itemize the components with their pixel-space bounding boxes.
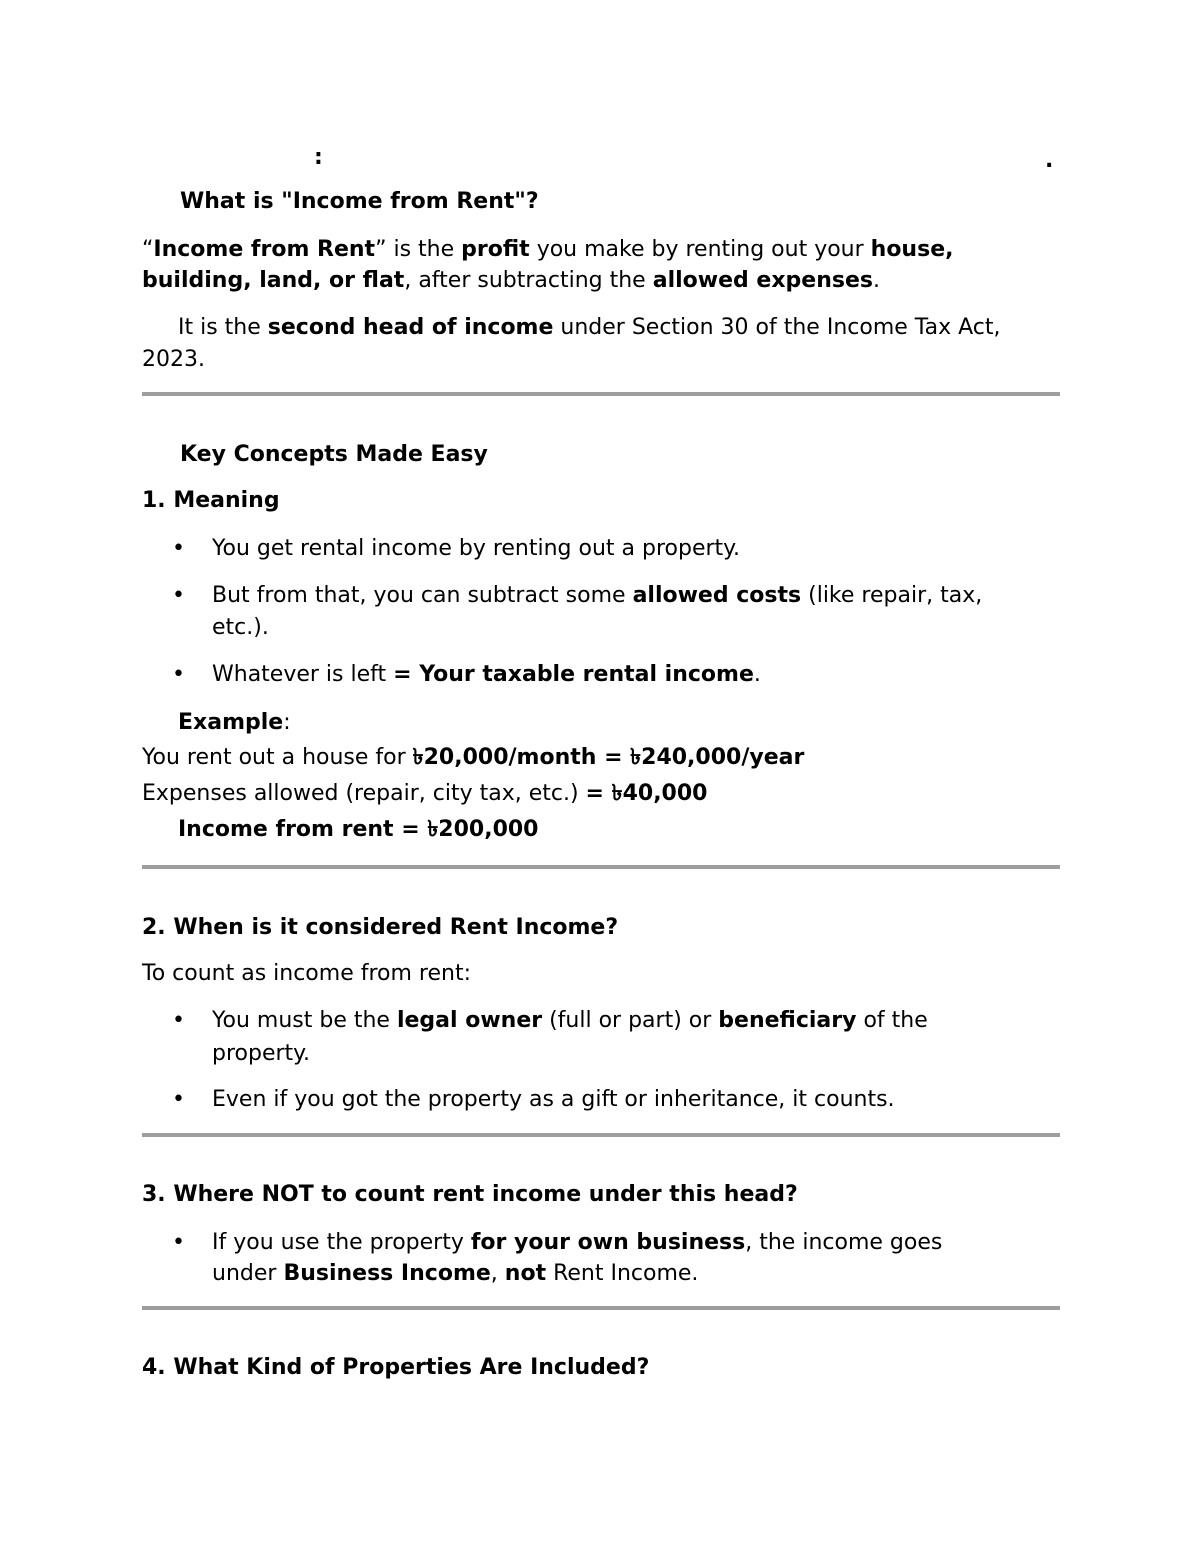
- list-item-continuation: [212, 1258, 1060, 1290]
- term-property-types: building, land, or flat: [142, 268, 405, 293]
- text-segment: It is the: [178, 315, 268, 340]
- bullet-icon: •: [172, 583, 185, 608]
- term-income-from-rent: Income from Rent: [153, 237, 376, 262]
- text-segment: Whatever is left: [212, 662, 394, 687]
- header-colon: :: [314, 145, 323, 170]
- text-segment: (full or part) or: [542, 1008, 719, 1033]
- term-profit: profit: [461, 237, 530, 262]
- list-item: [212, 1227, 1060, 1259]
- example-label-text: Example: [178, 710, 284, 735]
- term-allowed-expenses: allowed expenses: [652, 268, 873, 293]
- horizontal-rule: [142, 865, 1060, 869]
- bullet-icon: •: [172, 1230, 185, 1255]
- horizontal-rule: [142, 1306, 1060, 1310]
- bullet-icon: •: [172, 1008, 185, 1033]
- header-period: .: [1045, 148, 1054, 173]
- intro-paragraph-line-2: [142, 265, 1060, 297]
- text-segment: .: [872, 268, 880, 293]
- list-item: [212, 580, 1060, 612]
- text-segment: , after subtracting the: [404, 268, 653, 293]
- text-segment: ,: [490, 1261, 505, 1286]
- term-second-head: second head of income: [267, 315, 554, 340]
- list-item: Even if you got the property as a gift or inheritance, it counts.: [212, 1087, 895, 1112]
- text-segment: you make by renting out your: [529, 237, 871, 262]
- text-segment: Rent Income.: [546, 1261, 699, 1286]
- meaning-heading: 1. Meaning: [142, 488, 280, 513]
- list-item: [212, 1005, 1060, 1037]
- example-label: [178, 707, 1096, 739]
- text-segment: is the: [386, 237, 462, 262]
- text-segment: , the income goes: [745, 1230, 943, 1255]
- text-segment: You rent out a house for: [142, 745, 413, 770]
- example-line-3: Income from rent = ৳200,000: [178, 817, 539, 842]
- section-2-heading: 2. When is it considered Rent Income?: [142, 915, 619, 940]
- text-segment: of the: [856, 1008, 928, 1033]
- list-item-continuation: property.: [212, 1041, 311, 1066]
- example-rent-amount: ৳20,000/month = ৳240,000/year: [412, 745, 805, 770]
- text-segment: If you use the property: [212, 1230, 471, 1255]
- text-segment: under Section 30 of the Income Tax Act,: [553, 315, 1001, 340]
- list-item: You get rental income by renting out a property.: [212, 536, 741, 561]
- example-colon: :: [283, 710, 291, 735]
- intro-heading: What is "Income from Rent"?: [180, 189, 539, 214]
- term-house: house,: [870, 237, 954, 262]
- text-segment: You must be the: [212, 1008, 397, 1033]
- horizontal-rule: [142, 392, 1060, 396]
- intro-paragraph-line-1: [142, 234, 1060, 266]
- intro-paragraph2-line-2: 2023.: [142, 347, 205, 372]
- list-item: [212, 659, 1060, 691]
- key-concepts-heading: Key Concepts Made Easy: [180, 442, 488, 467]
- text-segment: (like repair, tax,: [801, 583, 983, 608]
- text-segment: But from that, you can subtract some: [212, 583, 633, 608]
- term-not: not: [504, 1261, 547, 1286]
- term-taxable-rental-income: = Your taxable rental income: [393, 662, 754, 687]
- bullet-icon: •: [172, 536, 185, 561]
- open-quote: “: [142, 237, 154, 262]
- text-segment: Expenses allowed (repair, city tax, etc.): [142, 781, 586, 806]
- list-item-continuation: etc.).: [212, 615, 269, 640]
- bullet-icon: •: [172, 1087, 185, 1112]
- bullet-icon: •: [172, 662, 185, 687]
- example-line-1: [142, 742, 1060, 774]
- example-expenses-amount: = ৳40,000: [585, 781, 708, 806]
- horizontal-rule: [142, 1133, 1060, 1137]
- intro-paragraph2-line-1: [178, 312, 1096, 344]
- section-4-heading: 4. What Kind of Properties Are Included?: [142, 1355, 650, 1380]
- term-own-business: for your own business: [470, 1230, 746, 1255]
- term-allowed-costs: allowed costs: [632, 583, 802, 608]
- term-legal-owner: legal owner: [396, 1008, 543, 1033]
- term-business-income: Business Income: [283, 1261, 491, 1286]
- text-segment: under: [212, 1261, 284, 1286]
- term-beneficiary: beneficiary: [718, 1008, 857, 1033]
- example-line-2: [142, 778, 1060, 810]
- section-2-intro: To count as income from rent:: [142, 961, 471, 986]
- close-quote: ”: [375, 237, 387, 262]
- section-3-heading: 3. Where NOT to count rent income under this head?: [142, 1182, 798, 1207]
- text-segment: .: [753, 662, 761, 687]
